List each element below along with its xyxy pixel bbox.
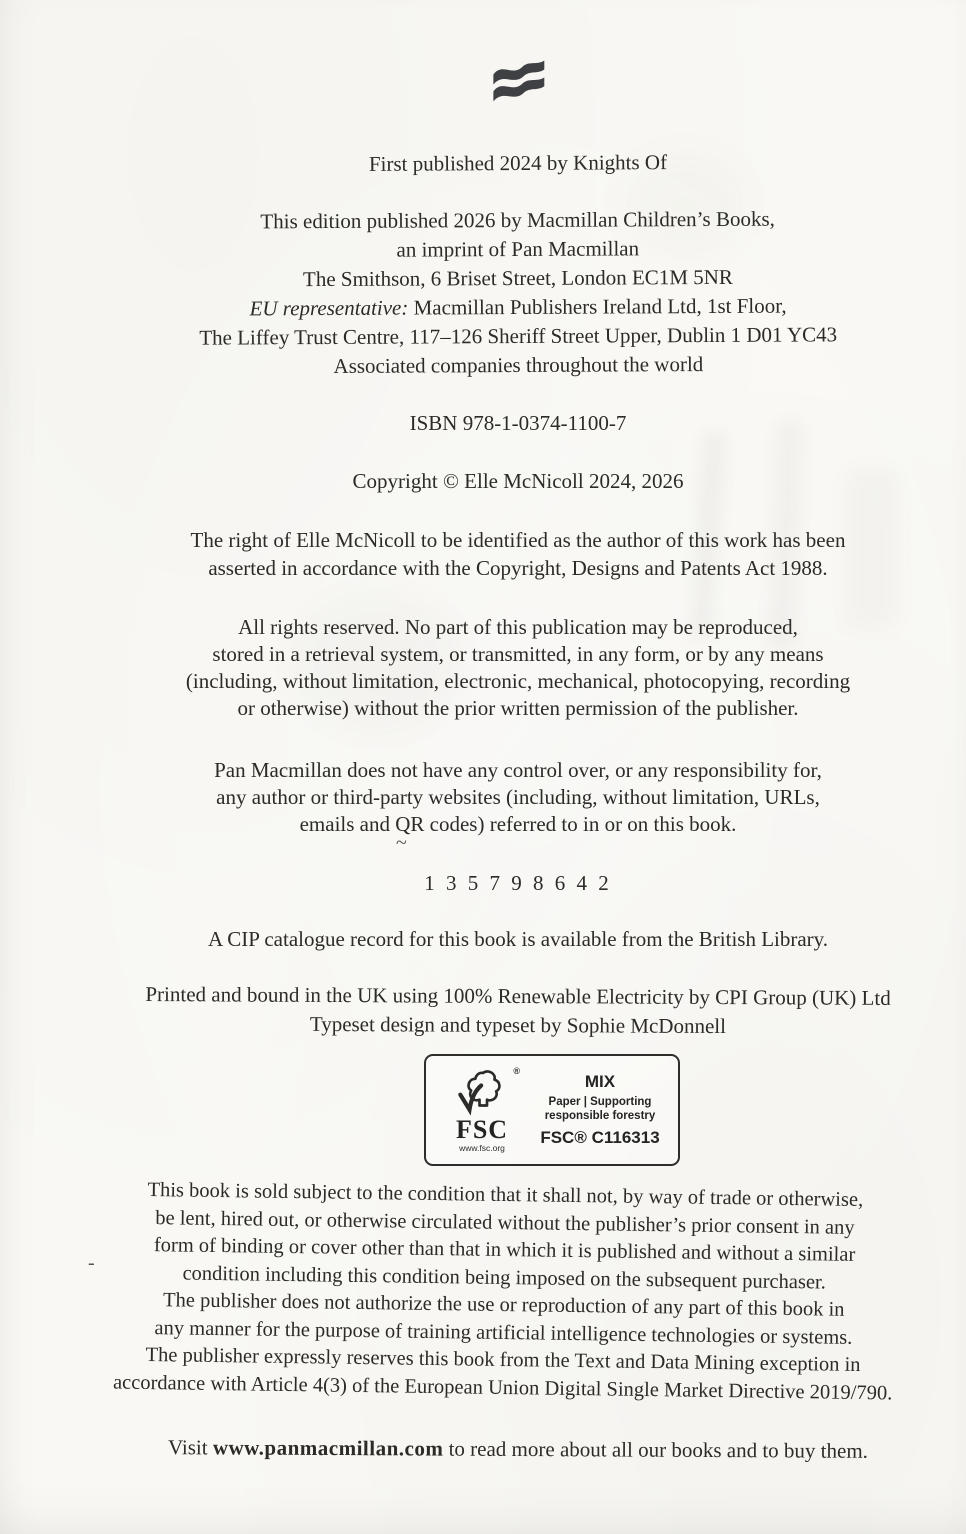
fsc-website-text: www.fsc.org <box>459 1142 505 1153</box>
scan-artifact-tilde: ~ <box>396 832 407 854</box>
sale-conditions-paragraph: This book is sold subject to the condition that it shall not, by way of trade or otherwise, be lent, hired out, or otherwise circulated without the publisher’s prior consent in any form of binding or cover other than that in which it is published and without a similar condition including this condition being imposed on the subsequent purchaser. The publisher does not authorize the use or reproduction of any part of this book in any manner for the purpose of training artificial intelligence technologies or systems. The publisher expressly reserves this book from the Text and Data Mining exception in accordance with Article 4(3) of the European Union Digital Single Market Directive 2019/790. <box>112 1179 893 1404</box>
isbn-line: ISBN 978-1-0374-1100-7 <box>409 411 627 435</box>
fsc-tree-checkmark-icon <box>454 1065 520 1118</box>
third-party-websites-paragraph: Pan Macmillan does not have any control over, or any responsibility for, any author or third-party websites (including, without limitation, URLs, emails and QR codes) referred to in or on this book. <box>214 758 822 836</box>
panmacmillan-url: www.panmacmillan.com <box>212 1435 444 1461</box>
first-published-line: First published 2024 by Knights Of <box>368 150 668 176</box>
eu-representative-label: EU representative: <box>249 295 409 321</box>
publisher-logo <box>70 60 966 112</box>
fsc-tagline: Paper | Supporting responsible forestry <box>544 1096 656 1122</box>
macmillan-flags-icon <box>490 60 546 112</box>
edition-line: The Smithson, 6 Briset Street, London EC1M 5NR <box>302 264 733 292</box>
fsc-license-number: FSC® C116313 <box>540 1128 660 1147</box>
edition-line: Associated companies throughout the world <box>333 352 704 378</box>
edition-block <box>70 204 966 383</box>
registered-trademark-icon: ® <box>513 1065 520 1076</box>
fsc-brand-text: FSC <box>455 1114 509 1144</box>
author-rights-paragraph: The right of Elle McNicoll to be identified as the author of this work has been asserted in accordance with the Copyright, Designs and Patents Act 1988. <box>190 528 846 580</box>
edition-line-eu-representative: EU representative: Macmillan Publishers Ireland Ltd, 1st Floor, <box>249 293 787 321</box>
production-paragraph: Printed and bound in the UK using 100% Renewable Electricity by CPI Group (UK) Ltd Typeset design and typeset by Sophie McDonnell <box>145 982 891 1039</box>
impression-numbers-line: 1 3 5 7 9 8 6 4 2 <box>424 871 612 895</box>
copyright-line: Copyright © Elle McNicoll 2024, 2026 <box>352 469 684 493</box>
fsc-mix-label: MIX <box>584 1072 616 1091</box>
visit-website-line: Visit www.panmacmillan.com to read more about all our books and to buy them. <box>167 1435 869 1463</box>
cip-record-line: A CIP catalogue record for this book is available from the British Library. <box>207 927 829 951</box>
edition-line: an imprint of Pan Macmillan <box>396 236 640 262</box>
edition-line: The Liffey Trust Centre, 117–126 Sheriff Street Upper, Dublin 1 D01 YC43 <box>199 322 838 350</box>
scan-artifact-dash: - <box>88 1252 95 1274</box>
all-rights-paragraph: All rights reserved. No part of this publication may be reproduced, stored in a retrieval system, or transmitted, in any form, or by any means (including, without limitation, electronic, mechanical, photocopying, recording or otherwise) without the prior written permission of the publisher. <box>185 615 851 720</box>
imprint-content <box>70 60 966 1462</box>
fsc-info-column <box>530 1072 678 1148</box>
fsc-logo-column <box>426 1065 530 1153</box>
edition-line: This edition published 2026 by Macmillan Children’s Books, <box>260 206 775 234</box>
fsc-certification-label <box>424 1054 680 1166</box>
